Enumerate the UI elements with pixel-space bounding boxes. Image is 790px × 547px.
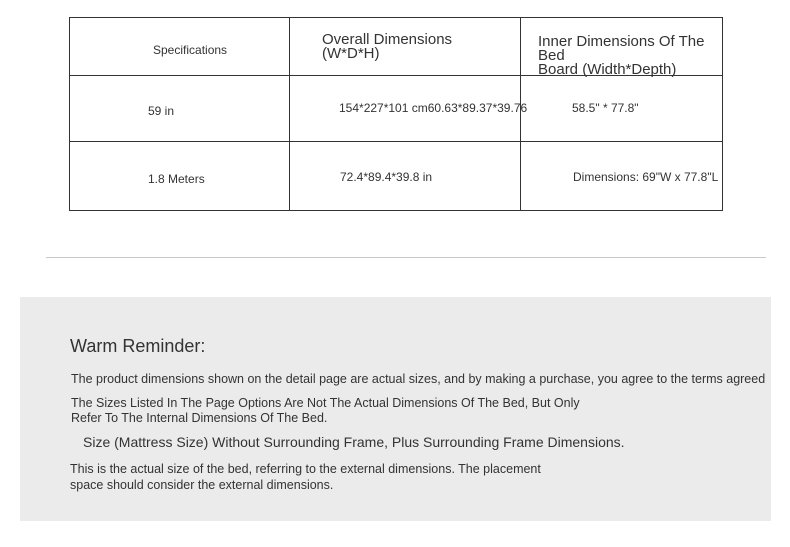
table-header-row bbox=[70, 18, 723, 76]
row-spec-value: 59 in bbox=[148, 104, 175, 118]
row-overall-value: 72.4*89.4*39.8 in bbox=[340, 170, 433, 184]
warm-reminder-panel bbox=[20, 297, 771, 521]
section-divider bbox=[46, 257, 766, 258]
header-cell-inner bbox=[521, 18, 723, 76]
header-cell-overall bbox=[290, 18, 521, 76]
table-row bbox=[70, 142, 723, 211]
reminder-line-mattress-size: Size (Mattress Size) Without Surrounding Frame, Plus Surrounding Frame Dimensions. bbox=[83, 434, 625, 450]
header-overall-dimensions: Overall Dimensions (W*D*H) bbox=[322, 31, 453, 62]
header-specifications: Specifications bbox=[153, 43, 228, 57]
row-inner-value: Dimensions: 69"W x 77.8"L bbox=[573, 170, 719, 184]
table-row bbox=[70, 76, 723, 142]
table-cell-spec bbox=[70, 142, 290, 211]
reminder-title: Warm Reminder: bbox=[70, 336, 206, 356]
table-cell-inner bbox=[521, 76, 723, 142]
reminder-line-external-dimensions: This is the actual size of the bed, referring to the external dimensions. The placement space should consider the external dimensions. bbox=[70, 462, 541, 492]
row-inner-value: 58.5" * 77.8" bbox=[572, 101, 639, 115]
row-spec-value: 1.8 Meters bbox=[148, 172, 205, 186]
table-cell-inner bbox=[521, 142, 723, 211]
table-cell-spec bbox=[70, 76, 290, 142]
table-cell-overall bbox=[290, 76, 528, 142]
table-cell-overall bbox=[290, 142, 521, 211]
header-inner-dimensions: Inner Dimensions Of The Bed Board (Width*Depth) bbox=[538, 33, 705, 78]
dimensions-table bbox=[69, 17, 723, 211]
reminder-line-purchase-terms: The product dimensions shown on the detail page are actual sizes, and by making a purchase, you agree to the terms agreed bbox=[71, 372, 766, 386]
header-cell-specifications bbox=[70, 18, 290, 76]
reminder-line-internal-dimensions: The Sizes Listed In The Page Options Are Not The Actual Dimensions Of The Bed, But Only Refer To The Internal Dimensions Of The Bed. bbox=[71, 396, 580, 425]
row-overall-value: 154*227*101 cm60.63*89.37*39.76 bbox=[339, 101, 528, 115]
